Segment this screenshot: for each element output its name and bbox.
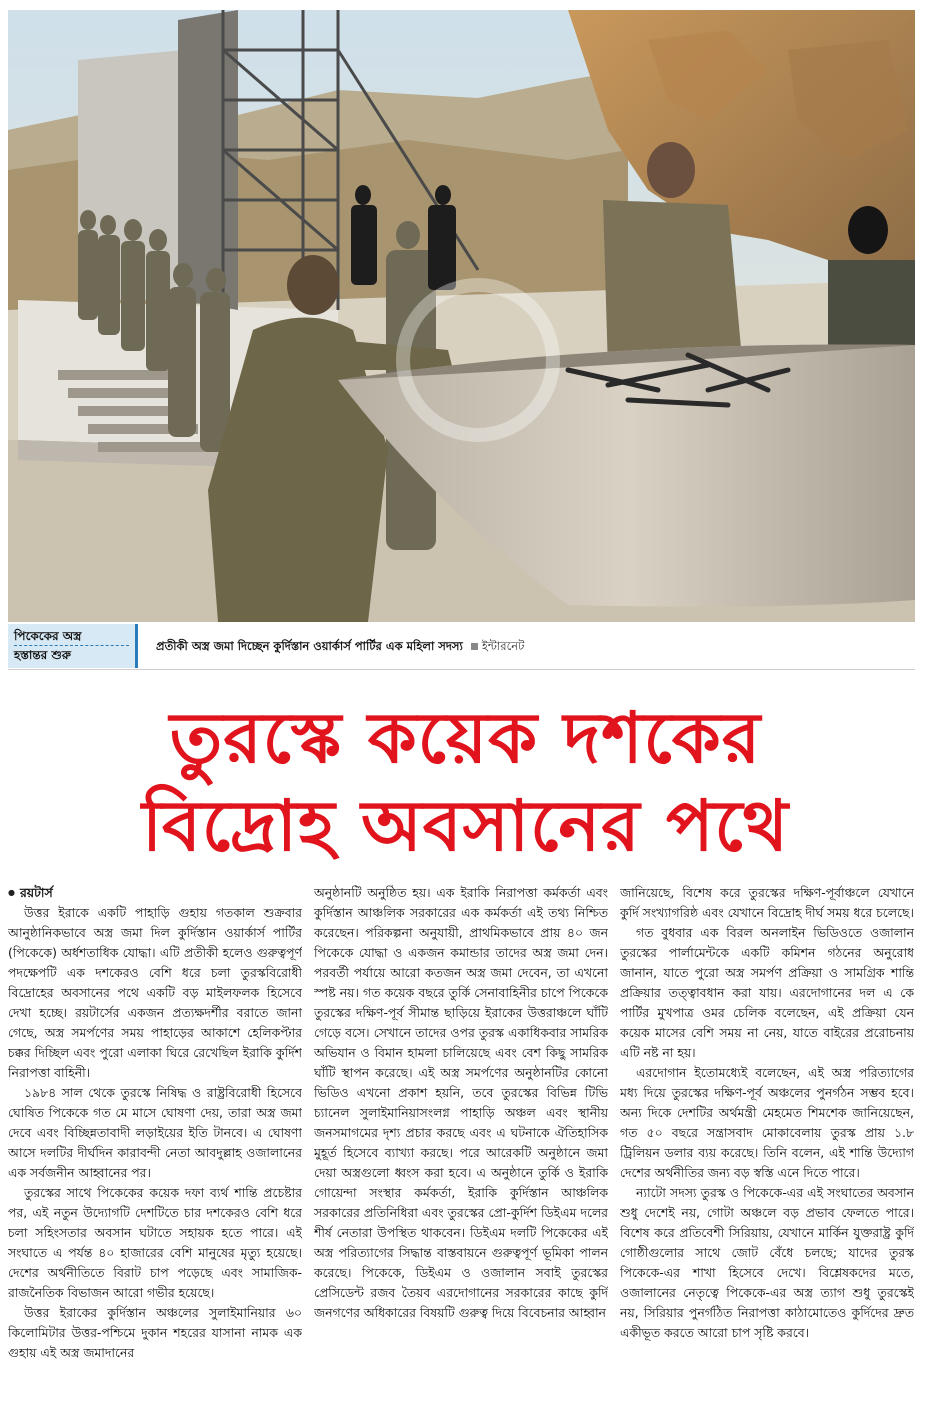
paragraph: জানিয়েছে, বিশেষ করে তুরস্কের দক্ষিণ-পূর্বাঞ্চলে যেখানে কুর্দি সংখ্যাগরিষ্ঠ এবং যেখানে বিদ্রোহ দীর্ঘ সময় ধরে চলেছে। [620,885,914,920]
headline-line2: বিদ্রোহ অবসানের পথে [142,784,789,867]
headline-line1: তুরস্কে কয়েক দশকের [169,696,762,779]
paragraph: উত্তর ইরাকের কুর্দিস্তান অঞ্চলের সুলাইমানিয়ার ৬০ কিলোমিটার উত্তর-পশ্চিমে দুকান শহরের যাসানা নামক এক গুহায় এই অস্ত্র জমাদানের [8,1305,302,1360]
paragraph: অনুষ্ঠানটি অনুষ্ঠিত হয়। এক ইরাকি নিরাপত্তা কর্মকর্তা এবং কুর্দিস্তান আঞ্চলিক সরকারের এক কর্মকর্তা এই তথ্য নিশ্চিত করেছেন। পরিকল্পনা অনুযায়ী, প্রাথমিকভাবে প্রায় ৪০ জন পিকেকে যোদ্ধা ও একজন কমান্ডার তাদের অস্ত্র জমা দেন। পরবর্তী পর্যায়ে আরো কতজন অস্ত্র জমা দেবেন, তা এখনো স্পষ্ট নয়। গত কয়েক বছরে তুর্কি সেনাবাহিনীর চাপে পিকেকে তুরস্কের দক্ষিণ-পূর্ব সীমান্ত ছাড়িয়ে ইরাকের উত্তরাঞ্চলে ঘাঁটি গেড়ে বসে। সেখানে তাদের ওপর তুরস্ক একাধিকবার সামরিক অভিযান ও বিমান হামলা চালিয়েছে এবং বেশ কিছু সামরিক ঘাঁটি স্থাপন করেছে। এই অস্ত্র সমর্পণের অনুষ্ঠানটির কোনো ভিডিও এখনো প্রকাশ হয়নি, তবে তুরস্কের বিভিন্ন টিভি চ্যানেল সুলাইমানিয়াসংলগ্ন পাহাড়ি অঞ্চল এবং স্থানীয় জনসমাগমের দৃশ্য প্রচার করছে এবং এ ঘটনাকে ঐতিহাসিক মুহূর্ত হিসেবে ব্যাখ্যা করছে। পরে আরেকটি অনুষ্ঠানে জমা দেয়া অস্ত্রগুলো ধ্বংস করা হবে। এ অনুষ্ঠানে তুর্কি ও ইরাকি গোয়েন্দা সংস্থার কর্মকর্তা, ইরাকি কুর্দিস্তান আঞ্চলিক সরকারের প্রতিনিধিরা এবং তুরস্কের প্রো-কুর্দিশ ডিইএম দলের শীর্ষ নেতারা উপস্থিত থাকবেন। ডিইএম দলটি পিকেকের এই অস্ত্র পরিত্যাগের সিদ্ধান্ত বাস্তবায়নে গুরুত্বপূর্ণ ভূমিকা পালন করেছে। পিকেকে, ডিইএম ও ওজালান সবাই তুরস্কের প্রেসিডেন্ট রজব তৈয়ব এরদোগানের সরকারের কাছে কুর্দি জনগণের অধিকারের বিষয়টি গুরুত্ব দিয়ে বিবেচনার আহ্বান [314,885,608,1320]
article-body [8,883,915,1398]
caption-tag-line2: হস্তান্তর শুরু [14,645,129,664]
paragraph: উত্তর ইরাকে একটি পাহাড়ি গুহায় গতকাল শুক্রবার আনুষ্ঠানিকভাবে অস্ত্র জমা দিল কুর্দিস্তান ওয়ার্কার্স পার্টির (পিকেকে) অর্ধশতাধিক যোদ্ধা। এটি প্রতীকী হলেও গুরুত্বপূর্ণ পদক্ষেপটি এক দশকেরও বেশি ধরে চলা তুরস্কবিরোধী বিদ্রোহের অবসানের পথে একটি বড় মাইলফলক হিসেবে দেখা হচ্ছে। রয়টার্সের একজন প্রত্যক্ষদর্শীর বরাতে জানা গেছে, অস্ত্র সমর্পণের সময় পাহাড়ের আকাশে হেলিকপ্টার চক্কর দিচ্ছিল এবং পুরো এলাকা ঘিরে রেখেছিল ইরাকি কুর্দিশ নিরাপত্তা বাহিনী। [8,905,302,1080]
caption-tag [8,624,138,668]
caption-text: প্রতীকী অস্ত্র জমা দিচ্ছেন কুর্দিস্তান ওয়ার্কার্স পার্টির এক মহিলা সদস্য [156,639,463,653]
news-photo [8,10,915,622]
article-column-1 [8,883,302,1398]
caption-text-container [156,638,524,657]
byline: ● রয়টার্স [8,883,302,903]
photo-caption [8,624,915,670]
paragraph: ন্যাটো সদস্য তুরস্ক ও পিকেকে-এর এই সংঘাতের অবসান শুধু দেশেই নয়, গোটা অঞ্চলে বড় প্রভাব ফেলতে পারে। বিশেষ করে প্রতিবেশী সিরিয়ায়, যেখানে মার্কিন যুক্তরাষ্ট্র কুর্দি গোষ্ঠীগুলোর সাথে জোট বেঁধে চলছে; যাদের তুরস্ক পিকেকে-এর শাখা হিসেবে দেখে। বিশ্লেষকদের মতে, ওজালানের নেতৃত্বে পিকেকে-এর অস্ত্র ত্যাগ শুধু তুরস্কেই নয়, সিরিয়ার পুনর্গঠিত নিরাপত্তা কাঠামোতেও কুর্দিদের দ্রুত একীভূত করতে আরো চাপ সৃষ্টি করবে। [620,1185,914,1340]
paragraph: ১৯৮৪ সাল থেকে তুরস্কে নিষিদ্ধ ও রাষ্ট্রবিরোধী হিসেবে ঘোষিত পিকেকে গত মে মাসে ঘোষণা দেয়, তারা অস্ত্র জমা দেবে এবং বিচ্ছিন্নতাবাদী লড়াইয়ের ইতি টানবে। এ ঘোষণা আসে দলটির দীর্ঘদিন কারাবন্দী নেতা আবদুল্লাহ ওজালানের এক সর্বজনীন আহ্বানের পর। [8,1085,302,1180]
headline [0,694,931,870]
article-column-3 [620,883,914,1398]
photo-scene [8,10,915,622]
caption-credit: ইন্টারনেট [471,639,524,653]
caption-tag-line1: পিকেকের অস্ত্র [14,629,82,643]
article-column-2 [314,883,608,1398]
paragraph: এরদোগান ইতোমধ্যেই বলেছেন, এই অস্ত্র পরিত্যাগের মধ্য দিয়ে তুরস্কের দক্ষিণ-পূর্ব অঞ্চলের পুনর্গঠন সম্ভব হবে। অন্য দিকে দেশটির অর্থমন্ত্রী মেহমেত শিমশেক জানিয়েছেন, গত ৫০ বছরে সন্ত্রাসবাদ মোকাবেলায় তুরস্ক প্রায় ১.৮ ট্রিলিয়ন ডলার ব্যয় করেছে। তিনি বলেন, এই শান্তি উদ্যোগ দেশের অর্থনীতির জন্য বড় স্বস্তি এনে দিতে পারে। [620,1065,914,1180]
paragraph: গত বুধবার এক বিরল অনলাইন ভিডিওতে ওজালান তুরস্কের পার্লামেন্টকে একটি কমিশন গঠনের অনুরোধ জানান, যাতে পুরো অস্ত্র সমর্পণ প্রক্রিয়া ও সামগ্রিক শান্তি প্রক্রিয়ার তত্ত্বাবধান করা যায়। এরদোগানের দল এ কে পার্টির মুখপাত্র ওমর চেলিক বলেছেন, এই প্রক্রিয়া যেন কয়েক মাসের বেশি সময় না নেয়, যাতে বাইরের প্ররোচনায় এটি নষ্ট না হয়। [620,925,914,1060]
paragraph: তুরস্কের সাথে পিকেকের কয়েক দফা ব্যর্থ শান্তি প্রচেষ্টার পর, এই নতুন উদ্যোগটি দেশটিতে চার দশকেরও বেশি ধরে চলা সহিংসতার অবসান ঘটাতে সহায়ক হতে পারে। এই সংঘাতে এ পর্যন্ত ৪০ হাজারের বেশি মানুষের মৃত্যু হয়েছে। দেশের অর্থনীতিতে বিরাট চাপ পড়েছে এবং সামাজিক-রাজনৈতিক বিভাজন আরো গভীর হয়েছে। [8,1185,302,1300]
